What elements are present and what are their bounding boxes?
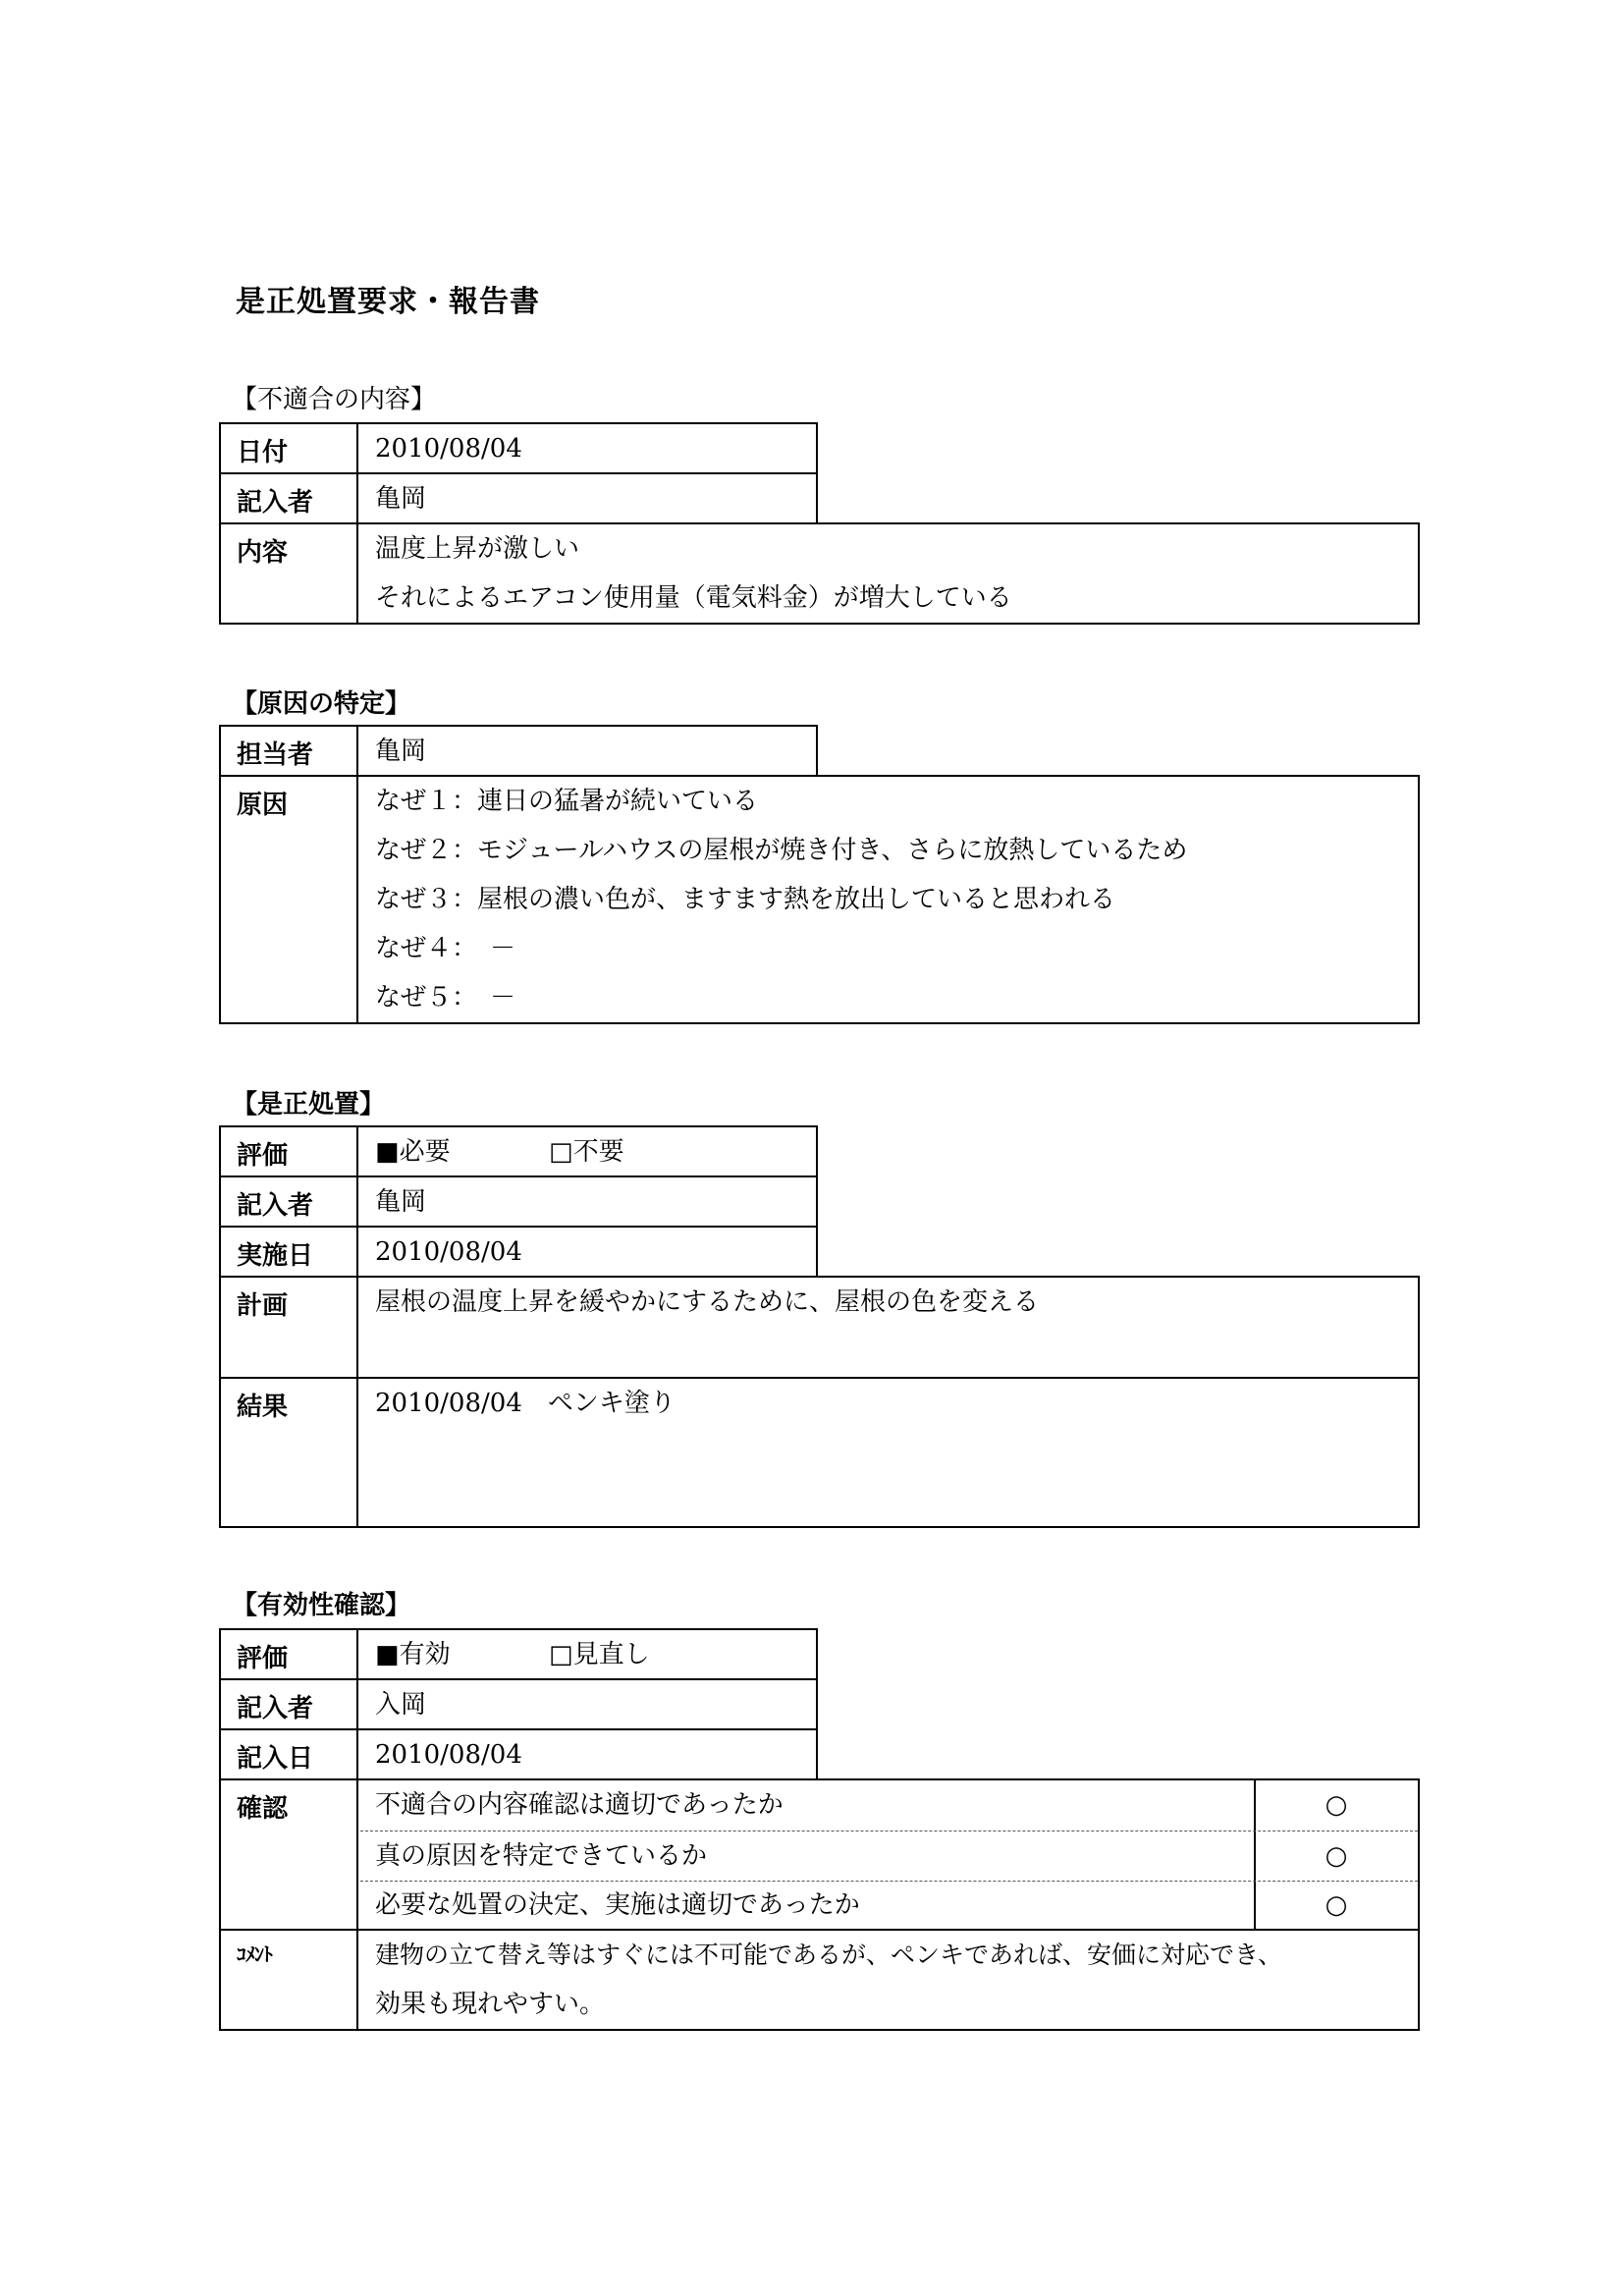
confirm-item-text: 必要な処置の決定、実施は適切であったか bbox=[375, 1890, 860, 1920]
section-heading-nonconformity: 【不適合の内容】 bbox=[232, 385, 437, 414]
eff-author-label: 記入者 bbox=[221, 1680, 358, 1728]
result-box bbox=[219, 1377, 1420, 1528]
eval-required-checkbox: ■必要 bbox=[375, 1137, 451, 1167]
confirm-item-text: 真の原因を特定できているか bbox=[375, 1841, 708, 1871]
comment-box bbox=[219, 1929, 1420, 2031]
cause-line: なぜ２：モジュールハウスの屋根が焼き付き、さらに放熱しているため bbox=[375, 836, 1188, 865]
result-value: 2010/08/04 ペンキ塗り bbox=[375, 1389, 676, 1418]
content-line: 温度上昇が激しい bbox=[375, 534, 580, 564]
eff-eval-label: 評価 bbox=[221, 1630, 358, 1678]
comment-line: 建物の立て替え等はすぐには不可能であるが、ペンキであれば、安価に対応でき、 bbox=[375, 1941, 1283, 1969]
cause-box bbox=[219, 775, 1420, 1024]
author-value: 亀岡 bbox=[375, 484, 427, 514]
date-value: 2010/08/04 bbox=[375, 434, 522, 464]
confirm-box bbox=[219, 1778, 1420, 1931]
entry-date-label: 記入日 bbox=[221, 1730, 358, 1778]
ca-author-value: 亀岡 bbox=[375, 1187, 427, 1217]
entry-date-value: 2010/08/04 bbox=[375, 1740, 522, 1770]
eff-author-row bbox=[219, 1678, 818, 1730]
eval-effective-checkbox: ■有効 bbox=[375, 1640, 451, 1669]
confirm-item-text: 不適合の内容確認は適切であったか bbox=[375, 1790, 784, 1820]
confirm-item-mark: ○ bbox=[1325, 1890, 1348, 1920]
content-line: それによるエアコン使用量（電気料金）が増大している bbox=[375, 583, 1012, 613]
author-row bbox=[219, 472, 818, 524]
impl-date-row bbox=[219, 1226, 818, 1278]
section-heading-corrective-action: 【是正処置】 bbox=[232, 1090, 386, 1120]
cause-line: なぜ３：屋根の濃い色が、ますます熱を放出していると思われる bbox=[375, 885, 1116, 914]
eff-eval-row bbox=[219, 1628, 818, 1680]
confirm-label: 確認 bbox=[221, 1780, 358, 1929]
ca-author-label: 記入者 bbox=[221, 1177, 358, 1226]
impl-date-label: 実施日 bbox=[221, 1228, 358, 1276]
date-row bbox=[219, 422, 818, 474]
eval-label: 評価 bbox=[221, 1127, 358, 1175]
eval-row bbox=[219, 1125, 818, 1177]
author-label: 記入者 bbox=[221, 474, 358, 522]
impl-date-value: 2010/08/04 bbox=[375, 1237, 522, 1267]
eff-author-value: 入岡 bbox=[375, 1690, 427, 1720]
confirm-item-mark: ○ bbox=[1325, 1841, 1348, 1871]
page-title: 是正処置要求・報告書 bbox=[236, 285, 540, 319]
section-heading-cause: 【原因の特定】 bbox=[232, 689, 411, 719]
cause-line: なぜ５： － bbox=[375, 983, 516, 1012]
ca-author-row bbox=[219, 1175, 818, 1228]
person-label: 担当者 bbox=[221, 727, 358, 775]
mark-column-divider bbox=[1254, 1780, 1256, 1929]
comment-label: ｺﾒﾝﾄ bbox=[221, 1931, 358, 2029]
person-value: 亀岡 bbox=[375, 737, 427, 766]
plan-label: 計画 bbox=[221, 1278, 358, 1377]
entry-date-row bbox=[219, 1728, 818, 1780]
cause-label: 原因 bbox=[221, 777, 358, 1022]
person-row bbox=[219, 725, 818, 777]
plan-value: 屋根の温度上昇を緩やかにするために、屋根の色を変える bbox=[375, 1287, 1040, 1317]
date-label: 日付 bbox=[221, 424, 358, 472]
eval-not-required-checkbox: □不要 bbox=[549, 1137, 624, 1167]
cause-line: なぜ４： － bbox=[375, 934, 516, 963]
section-heading-effectiveness: 【有効性確認】 bbox=[232, 1591, 411, 1620]
content-label: 内容 bbox=[221, 524, 358, 623]
result-label: 結果 bbox=[221, 1379, 358, 1526]
comment-line: 効果も現れやすい。 bbox=[375, 1990, 606, 2019]
plan-box bbox=[219, 1276, 1420, 1379]
cause-line: なぜ１：連日の猛暑が続いている bbox=[375, 787, 759, 816]
content-box bbox=[219, 522, 1420, 625]
eval-review-checkbox: □見直し bbox=[549, 1640, 650, 1669]
confirm-item-mark: ○ bbox=[1325, 1790, 1348, 1820]
